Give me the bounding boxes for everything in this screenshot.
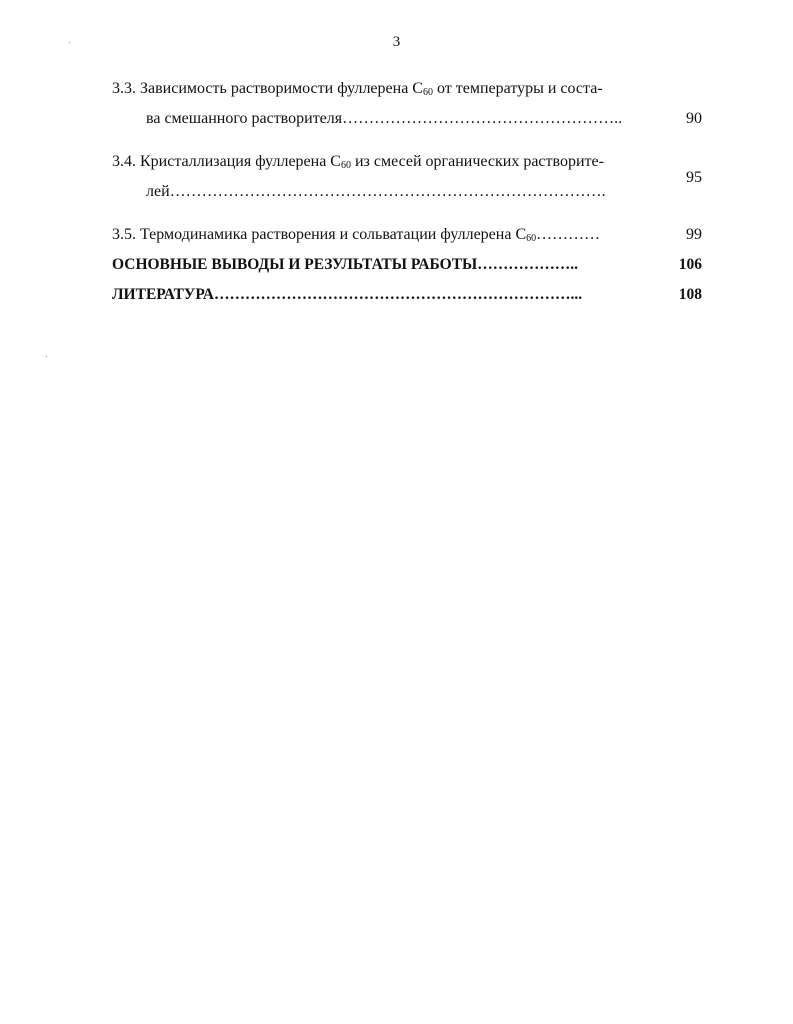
toc-entry-line: ЛИТЕРАТУРА……………………………………………………………... (112, 286, 583, 303)
toc-entry-title (112, 220, 654, 250)
toc-entry-title-end: ………… (536, 226, 601, 243)
toc-entry-references[interactable] (112, 280, 702, 310)
toc-page-number: 108 (678, 286, 702, 303)
scan-speck (46, 356, 47, 357)
toc-entry-3-4[interactable] (112, 147, 702, 207)
toc-page-number: 95 (686, 169, 702, 186)
toc-entry-title-start: 3.5. Термодинамика растворения и сольватации фуллерена C (112, 226, 527, 243)
page-number: 3 (392, 34, 401, 50)
toc-entry-line: ОСНОВНЫЕ ВЫВОДЫ И РЕЗУЛЬТАТЫ РАБОТЫ……………….. (112, 256, 579, 273)
toc-entry-3-5[interactable] (112, 220, 702, 250)
toc-entry-title-start: 3.3. Зависимость растворимости фуллерена C (112, 80, 423, 97)
toc-entry-3-3[interactable] (112, 74, 702, 134)
toc-page-number: 106 (678, 256, 702, 273)
toc-entry-title-end: от температуры и соста- (432, 80, 603, 97)
toc-entry-continuation: лей………………………………………………………………………. (146, 183, 606, 200)
toc-page-number: 90 (686, 110, 702, 127)
toc-entry-subscript: 60 (422, 87, 433, 98)
toc-entry-title (112, 280, 654, 310)
toc-entry-conclusions[interactable] (112, 250, 702, 280)
toc-entry-title-end: из смесей органических растворите- (350, 153, 604, 170)
toc-entry-continuation: ва смешанного растворителя…………………………………………….. (146, 110, 623, 127)
toc-entry-subscript: 60 (340, 160, 351, 171)
toc-entry-title (112, 74, 654, 134)
table-of-contents (112, 74, 702, 310)
toc-page-number: 99 (686, 226, 702, 243)
toc-entry-title (112, 147, 654, 207)
toc-entry-subscript: 60 (526, 233, 537, 244)
toc-entry-title-start: 3.4. Кристаллизация фуллерена C (112, 153, 341, 170)
toc-entry-line (112, 220, 654, 250)
toc-entry-title (112, 250, 654, 280)
